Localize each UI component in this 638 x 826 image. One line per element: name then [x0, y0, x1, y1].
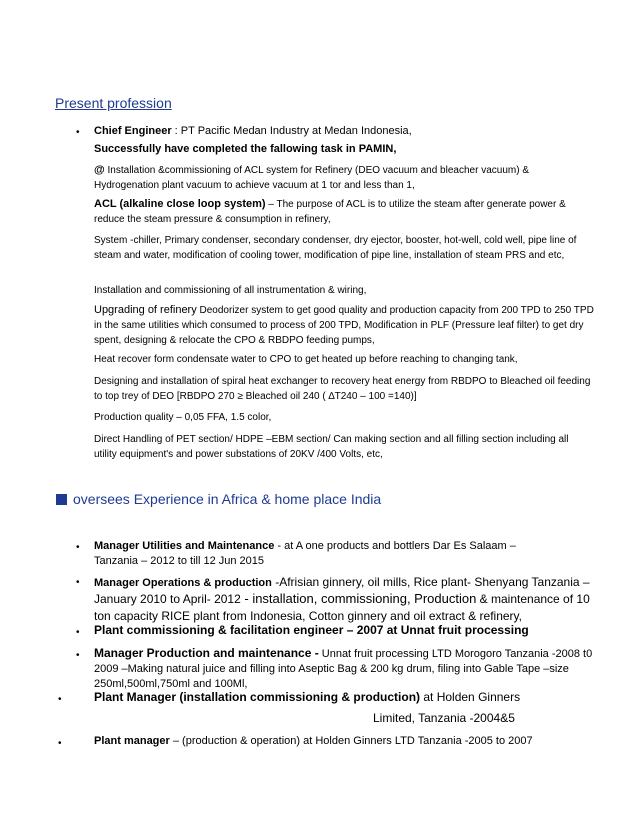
e5-location-dates: Limited, Tanzania -2004&5: [373, 711, 515, 725]
bullet-e6: •: [58, 738, 62, 749]
refinery-upgrade-text: Deodorizer system to get good quality and production capacity from 200 TPD to 250 TPD in the same utilities which consumed to process of 200 TPD, Modification in PLF (Pressure leaf filter) to get dry spent, designing & relocate the CPO & RBDPO feeding pumps,: [94, 305, 594, 346]
e1-role: Manager Utilities and Maintenance: [94, 540, 275, 552]
e2-employer: -Afrisian ginnery, oil mills, Rice plant- Shenyang Tanzania –: [271, 575, 590, 589]
experience-commissioning-engineer: Plant commissioning & facilitation engineer – 2007 at Unnat fruit processing: [94, 623, 529, 637]
bullet-chief-engineer: •: [76, 127, 80, 138]
e2-scope-tail: & maintenance of 10: [476, 592, 590, 606]
task-acl-purpose: [94, 197, 594, 227]
experience-plant-manager-install: [94, 690, 520, 706]
acl-term: ACL (alkaline close loop system): [94, 198, 266, 210]
success-line: Successfully have completed the fallowing task in PAMIN,: [94, 143, 397, 155]
bullet-e5: •: [58, 694, 62, 705]
task-heat-recovery: Heat recover form condensate water to CPO to get heated up before reaching to changing tank,: [94, 354, 518, 365]
experience-plant-manager-operation: [94, 734, 533, 749]
e5-employer: at Holden Ginners: [420, 690, 521, 704]
e2-scope: - installation, commissioning, Production: [240, 591, 477, 606]
bullet-e1: •: [76, 542, 80, 553]
experience-production-manager: [94, 646, 604, 692]
e2-dates: January 2010 to April- 2012: [94, 592, 241, 606]
task-refinery-upgrade: [94, 303, 594, 348]
task-acl-purpose-text: – The purpose of ACL is to utilize the steam after generate power & reduce the steam pressure & consumption in refinery,: [94, 199, 566, 225]
section-heading-overseas: [56, 491, 381, 507]
chief-engineer-role: Chief Engineer: [94, 125, 172, 137]
bullet-e2: •: [76, 577, 80, 588]
bullet-e3: •: [76, 627, 80, 638]
chief-engineer-line: [94, 124, 412, 138]
e4-role: Manager Production and maintenance -: [94, 646, 319, 660]
overseas-heading-text: oversees Experience in Africa & home place India: [73, 491, 382, 507]
task-direct-handling: Direct Handling of PET section/ HDPE –EBM section/ Can making section and all filling section including all utility equipment's and power substations of 20KV /400 Volts, etc,: [94, 434, 569, 460]
e4-sizes: 250ml,500ml,750ml and 100Ml,: [94, 678, 248, 690]
e6-employer: – (production & operation) at Holden Ginners LTD Tanzania -2005 to 2007: [169, 735, 533, 747]
e2-role: Manager Operations & production: [94, 577, 272, 589]
task-acl-installation: [94, 163, 594, 193]
square-bullet-icon: [56, 494, 67, 505]
section-heading-present-profession: Present profession: [55, 95, 172, 111]
experience-utilities-manager: [94, 539, 516, 569]
e6-role: Plant manager: [94, 735, 170, 747]
task-instrumentation: Installation and commissioning of all instrumentation & wiring,: [94, 285, 367, 296]
task-acl-installation-text: Installation &commissioning of ACL system for Refinery (DEO vacuum and bleacher vacuum) & Hydrogenation plant vacuum to achieve vacuum at 1 tor and less than 1,: [94, 165, 529, 191]
chief-engineer-employer: : PT Pacific Medan Industry at Medan Indonesia,: [171, 125, 412, 137]
experience-operations-manager: [94, 574, 604, 625]
task-spiral-heat-exchanger: Designing and installation of spiral heat exchanger to recovery heat energy from RBDPO to Bleached oil feeding to top trey of DEO [RBDPO 270 ≥ Bleached oil 240 ( ∆T240 – 100 =140)]: [94, 376, 591, 402]
bullet-e4: •: [76, 650, 80, 661]
e1-dates: Tanzania – 2012 to till 12 Jun 2015: [94, 555, 265, 567]
task-system-list: System -chiller, Primary condenser, secondary condenser, dry ejector, booster, hot-well, cold well, pipe line of steam and water, modification of cooling tower, modification of pipe line, installation of steam PRS and etc,: [94, 235, 577, 261]
e1-employer: - at A one products and bottlers Dar Es Salaam –: [274, 540, 516, 552]
at-symbol: @: [94, 164, 105, 176]
e5-role: Plant Manager (installation commissioning & production): [94, 690, 421, 704]
e2-details: ton capacity RICE plant from Indonesia, Cotton ginnery and oil extract & refinery,: [94, 609, 522, 623]
refinery-upgrade-lead: Upgrading of refinery: [94, 304, 197, 316]
task-production-quality: Production quality – 0,05 FFA, 1.5 color,: [94, 412, 272, 423]
e4-details: 2009 –Making natural juice and filling into Aseptic Bag & 200 kg drum, filing into Gable Tape –size: [94, 663, 569, 675]
e4-employer: Unnat fruit processing LTD Morogoro Tanzania -2008 t0: [318, 648, 593, 660]
